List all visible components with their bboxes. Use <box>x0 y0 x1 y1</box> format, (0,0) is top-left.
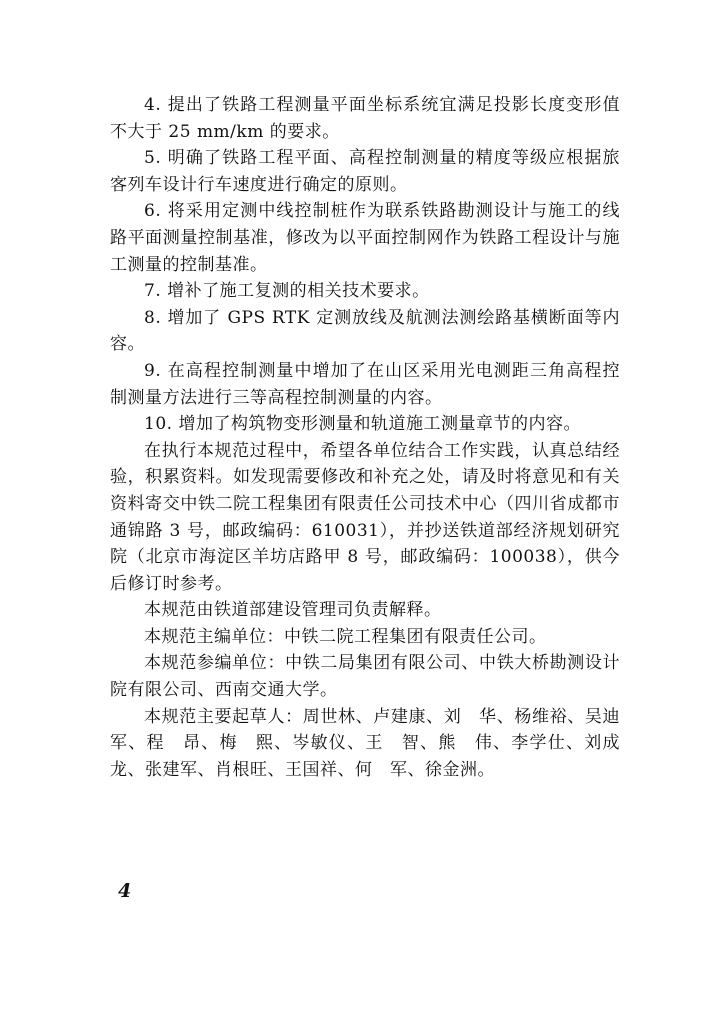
paragraph-chief-editor: 本规范主编单位：中铁二院工程集团有限责任公司。 <box>144 626 547 647</box>
paragraph-interpretation: 本规范由铁道部建设管理司负责解释。 <box>144 600 442 621</box>
page-number: 4 <box>118 880 132 902</box>
paragraph-item-6: 6. 将采用定测中线控制桩作为联系铁路勘测设计与施工的线路平面测量控制基准，修改为以平面控制网作为铁路工程设计与施工测量的控制基准。 <box>110 201 620 275</box>
paragraph-item-7: 7. 增补了施工复测的相关技术要求。 <box>144 281 430 302</box>
document-body <box>110 92 620 783</box>
paragraph-drafters: 本规范主要起草人：周世林、卢建康、刘 华、杨维裕、吴迪军、程 昂、梅 熙、岑敏仪、王 智、熊 伟、李学仕、刘成龙、张建军、肖根旺、王国祥、何 军、徐金洲。 <box>110 706 620 780</box>
paragraph-item-4: 4. 提出了铁路工程测量平面坐标系统宜满足投影长度变形值不大于 25 mm/km 的要求。 <box>110 95 620 142</box>
paragraph-feedback: 在执行本规范过程中，希望各单位结合工作实践，认真总结经验，积累资料。如发现需要修改和补充之处，请及时将意见和有关资料寄交中铁二院工程集团有限责任公司技术中心（四川省成都市通锦路 3 号，邮政编码：610031），并抄送铁道部经济规划研究院（北京市海淀区羊坊店路甲 8 号，邮政编码：100038），供今后修订时参考。 <box>110 440 620 594</box>
paragraph-item-8: 8. 增加了 GPS RTK 定测放线及航测法测绘路基横断面等内容。 <box>110 307 620 355</box>
paragraph-item-10: 10. 增加了构筑物变形测量和轨道施工测量章节的内容。 <box>144 414 581 435</box>
paragraph-item-9: 9. 在高程控制测量中增加了在山区采用光电测距三角高程控制测量方法进行三等高程控制测量的内容。 <box>110 360 620 408</box>
paragraph-item-5: 5. 明确了铁路工程平面、高程控制测量的精度等级应根据旅客列车设计行车速度进行确定的原则。 <box>110 148 620 195</box>
paragraph-co-editors: 本规范参编单位：中铁二局集团有限公司、中铁大桥勘测设计院有限公司、西南交通大学。 <box>110 653 620 701</box>
